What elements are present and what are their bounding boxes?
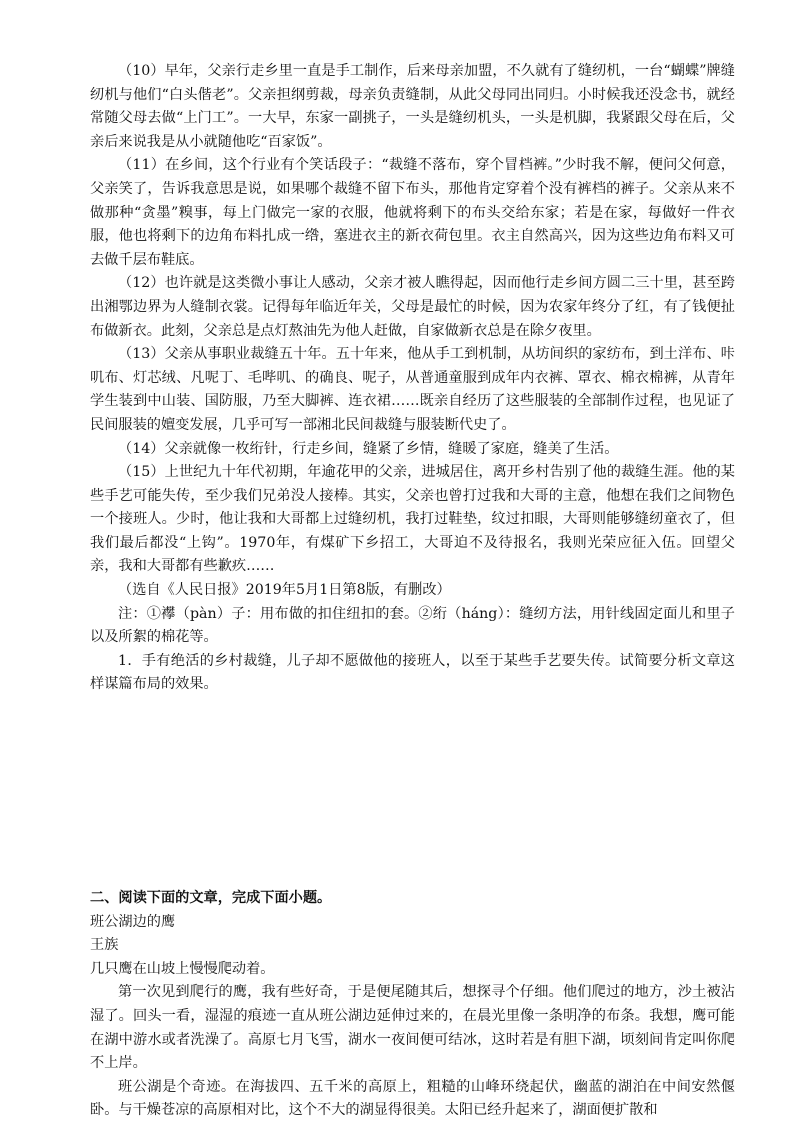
- article-title: 班公湖边的鹰: [90, 913, 176, 930]
- article-paragraph-3: 班公湖是个奇迹。在海拔四、五千米的高原上，粗糙的山峰环绕起伏，幽蓝的湖泊在中间安然偃卧。与干燥苍凉的高原相对比，这个不大的湖显得很美。太阳已经升起来了，湖面便扩散和: [90, 1078, 735, 1119]
- article-paragraph-1: 几只鹰在山坡上慢慢爬动着。: [90, 960, 275, 977]
- paragraph-12: （12）也许就是这类微小事让人感动，父亲才被人瞧得起，因而他行走乡间方圆二三十里，甚至跨出湘鄂边界为人缝制衣裳。记得每年临近年关，父母是最忙的时候，因为农家年终分了红，有了钱便扯布做新衣。此刻，父亲总是点灯熬油先为他人赶做，自家做新衣总是在除夕夜里。: [90, 275, 735, 339]
- question-1: 1．手有绝活的乡村裁缝，儿子却不愿做他的接班人，以至于某些手艺要失传。试简要分析文章这样谋篇布局的效果。: [90, 652, 735, 693]
- paragraph-11: （11）在乡间，这个行业有个笑话段子：“裁缝不落布，穿个冒档裤。”少时我不解，便问父何意，父亲笑了，告诉我意思是说，如果哪个裁缝不留下布头，那他肯定穿着个没有裤档的裤子。父亲从来不做那种“贪墨”糗事，每上门做完一家的衣服，他就将剩下的布头交给东家；若是在家，每做好一件衣服，他也将剩下的边角布料扎成一绺，塞进衣主的新衣荷包里。衣主自然高兴，因为这些边角布料又可去做千层布鞋底。: [90, 157, 735, 268]
- source-citation: （选自《人民日报》2019年5月1日第8版，有删改）: [118, 582, 451, 599]
- footnote: 注：①襻（pàn）子：用布做的扣住纽扣的套。②绗（háng）：缝纫方法，用针线固定面儿和里子以及所絮的棉花等。: [90, 605, 735, 646]
- paragraph-15: （15）上世纪九十年代初期，年逾花甲的父亲，进城居住，离开乡村告别了他的裁缝生涯。他的某些手艺可能失传，至少我们兄弟没人接棒。其实，父亲也曾打过我和大哥的主意，他想在我们之间物色一个接班人。少时，他让我和大哥都上过缝纫机，我打过鞋垫，纹过扣眼，大哥则能够缝纫童衣了，但我们最后都没“上钩”。1970年，有煤矿下乡招工，大哥迫不及待报名，我则光荣应征入伍。回望父亲，我和大哥都有些歉疚……: [90, 464, 735, 575]
- article-author: 王族: [90, 937, 119, 954]
- document-body: [90, 60, 735, 1123]
- paragraph-10: （10）早年，父亲行走乡里一直是手工制作，后来母亲加盟，不久就有了缝纫机，一台“蝴蝶”牌缝纫机与他们“白头偕老”。父亲担纲剪裁，母亲负责缝制，从此父母同出同归。小时候我还没念书，就经常随父母去做“上门工”。一大早，东家一副挑子，一头是缝纫机头，一头是机脚，我紧跟父母在后，父亲后来说我是从小就随他吃“百家饭”。: [90, 63, 735, 150]
- paragraph-14: （14）父亲就像一枚绗针，行走乡间，缝紧了乡情，缝暖了家庭，缝美了生活。: [118, 440, 619, 457]
- section-2-heading: 二、阅读下面的文章，完成下面小题。: [90, 890, 332, 907]
- article-paragraph-2: 第一次见到爬行的鹰，我有些好奇，于是便尾随其后，想探寻个仔细。他们爬过的地方，沙土被沾湿了。回头一看，湿湿的痕迹一直从班公湖边延伸过来的，在晨光里像一条明净的布条。我想，鹰可能在湖中游水或者洗澡了。高原七月飞雪，湖水一夜间便可结冰，这时若是有胆下湖，顷刻间肯定叫你爬不上岸。: [90, 984, 735, 1072]
- answer-space: [90, 697, 735, 887]
- paragraph-13: （13）父亲从事职业裁缝五十年。五十年来，他从手工到机制，从坊间织的家纺布，到土洋布、咔叽布、灯芯绒、凡呢丁、毛哔叽、的确良、呢子，从普通童服到成年内衣裤、罩衣、棉衣棉裤，从青年学生装到中山装、国防服，乃至大脚裤、连衣裙……既亲自经历了这些服装的全部制作过程，也见证了民间服装的嬗变发展，几乎可写一部湘北民间裁缝与服装断代史了。: [90, 346, 735, 433]
